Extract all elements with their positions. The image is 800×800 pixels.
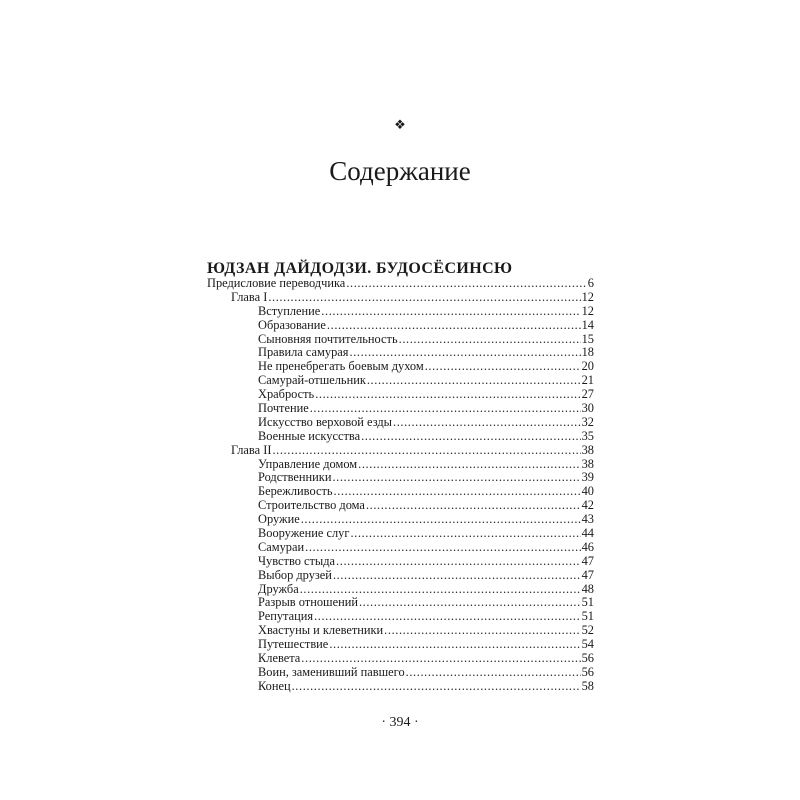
toc-entry xyxy=(207,624,594,638)
toc-entry-label: Сыновняя почтительность xyxy=(258,331,398,346)
toc-entry xyxy=(207,444,594,458)
toc-entry-page: 54 xyxy=(581,637,594,652)
toc-dot-leader xyxy=(334,485,581,499)
toc-dot-leader xyxy=(321,305,580,319)
toc-dot-leader xyxy=(366,499,581,513)
toc-entry-page: 27 xyxy=(581,387,594,402)
toc-entry-label: Правила самурая xyxy=(258,345,349,360)
toc-dot-leader xyxy=(301,513,581,527)
toc-entry-page: 47 xyxy=(581,553,594,568)
toc-dot-leader xyxy=(315,388,580,402)
toc-entry xyxy=(207,305,594,319)
toc-dot-leader xyxy=(305,541,580,555)
toc-entry-page: 39 xyxy=(581,470,594,485)
toc-entry-label: Храбрость xyxy=(258,387,315,402)
toc-entry xyxy=(207,402,594,416)
toc-dot-leader xyxy=(332,471,580,485)
toc-entry-page: 56 xyxy=(581,664,594,679)
toc-entry xyxy=(207,277,594,291)
toc-entry-page: 46 xyxy=(581,539,594,554)
toc-entry-page: 58 xyxy=(581,678,594,693)
toc-entry xyxy=(207,555,594,569)
toc-entry-label: Глава II xyxy=(231,442,272,457)
toc-entry-label: Предисловие переводчика xyxy=(207,276,346,290)
book-title: ЮДЗАН ДАЙДОДЗИ. БУДОСЁСИНСЮ xyxy=(207,260,513,277)
toc-entry-label: Глава I xyxy=(231,289,268,304)
toc-entry-label: Репутация xyxy=(258,609,314,624)
toc-entry-label: Военные искусства xyxy=(258,428,361,443)
toc-entry-page: 14 xyxy=(581,317,594,332)
toc-entry xyxy=(207,374,594,388)
toc-entry xyxy=(207,471,594,485)
toc-dot-leader xyxy=(361,430,581,444)
toc-entry-label: Родственники xyxy=(258,470,332,485)
toc-dot-leader xyxy=(268,291,580,305)
toc-entry-label: Самурай-отшельник xyxy=(258,373,366,388)
toc-entry-page: 35 xyxy=(581,428,594,443)
toc-entry xyxy=(207,583,594,597)
toc-dot-leader xyxy=(406,666,581,680)
page-title: Содержание xyxy=(329,156,471,186)
toc-entry xyxy=(207,291,594,305)
toc-entry-page: 38 xyxy=(581,442,594,457)
toc-entry-label: Почтение xyxy=(258,401,309,416)
toc-entry-page: 42 xyxy=(581,498,594,513)
toc-entry-page: 12 xyxy=(581,289,594,304)
toc-entry xyxy=(207,333,594,347)
toc-entry xyxy=(207,416,594,430)
toc-entry-page: 47 xyxy=(581,567,594,582)
toc-dot-leader xyxy=(346,277,586,291)
toc-entry-label: Образование xyxy=(258,317,326,332)
toc-entry xyxy=(207,319,594,333)
toc-entry xyxy=(207,458,594,472)
toc-entry-label: Выбор друзей xyxy=(258,567,332,582)
toc-dot-leader xyxy=(399,333,581,347)
toc-entry-page: 51 xyxy=(581,609,594,624)
toc-entry-label: Воин, заменивший павшего xyxy=(258,664,405,679)
toc-dot-leader xyxy=(393,416,581,430)
page-number: · 394 · xyxy=(381,715,419,730)
toc-entry-label: Не пренебрегать боевым духом xyxy=(258,359,424,374)
toc-entry-label: Самураи xyxy=(258,539,305,554)
toc-entry-label: Вооружение слуг xyxy=(258,526,350,541)
toc-entry xyxy=(207,346,594,360)
toc-entry-page: 18 xyxy=(581,345,594,360)
toc-entry-page: 20 xyxy=(581,359,594,374)
toc-entry-label: Конец xyxy=(258,678,291,693)
toc-entry xyxy=(207,666,594,680)
toc-entry xyxy=(207,485,594,499)
toc-dot-leader xyxy=(333,569,581,583)
toc-dot-leader xyxy=(300,583,581,597)
toc-entry-page: 30 xyxy=(581,401,594,416)
toc-dot-leader xyxy=(350,346,581,360)
toc-entry-page: 12 xyxy=(581,303,594,318)
toc-entry-label: Чувство стыда xyxy=(258,553,336,568)
toc-entry-label: Клевета xyxy=(258,651,301,666)
toc-entry-page: 52 xyxy=(581,623,594,638)
toc-entry-page: 6 xyxy=(587,276,594,290)
toc-entry xyxy=(207,652,594,666)
table-of-contents xyxy=(207,277,594,694)
toc-entry xyxy=(207,680,594,694)
toc-entry-page: 32 xyxy=(581,414,594,429)
toc-entry xyxy=(207,541,594,555)
toc-dot-leader xyxy=(272,444,580,458)
toc-dot-leader xyxy=(292,680,581,694)
toc-entry-label: Дружба xyxy=(258,581,299,596)
toc-entry-label: Хвастуны и клеветники xyxy=(258,623,384,638)
toc-entry-label: Разрыв отношений xyxy=(258,595,358,610)
toc-entry-label: Путешествие xyxy=(258,637,329,652)
toc-entry-label: Оружие xyxy=(258,512,300,527)
toc-entry-page: 51 xyxy=(581,595,594,610)
ornament-icon: ❖ xyxy=(394,118,406,133)
toc-entry-page: 40 xyxy=(581,484,594,499)
toc-entry-page: 56 xyxy=(581,651,594,666)
toc-dot-leader xyxy=(367,374,581,388)
toc-entry xyxy=(207,638,594,652)
toc-entry-page: 43 xyxy=(581,512,594,527)
toc-entry xyxy=(207,430,594,444)
toc-entry-label: Управление домом xyxy=(258,456,358,471)
toc-entry xyxy=(207,596,594,610)
toc-dot-leader xyxy=(310,402,581,416)
toc-entry xyxy=(207,569,594,583)
toc-dot-leader xyxy=(350,527,580,541)
toc-dot-leader xyxy=(336,555,581,569)
toc-entry-page: 44 xyxy=(581,526,594,541)
toc-entry xyxy=(207,499,594,513)
toc-dot-leader xyxy=(358,458,580,472)
toc-dot-leader xyxy=(301,652,580,666)
toc-entry-page: 21 xyxy=(581,373,594,388)
toc-entry-page: 38 xyxy=(581,456,594,471)
toc-entry xyxy=(207,360,594,374)
toc-entry-label: Строительство дома xyxy=(258,498,365,513)
toc-dot-leader xyxy=(327,319,581,333)
toc-dot-leader xyxy=(314,610,581,624)
toc-dot-leader xyxy=(359,596,581,610)
toc-entry-page: 15 xyxy=(581,331,594,346)
toc-entry xyxy=(207,527,594,541)
toc-entry xyxy=(207,610,594,624)
toc-entry-label: Вступление xyxy=(258,303,321,318)
toc-entry xyxy=(207,388,594,402)
toc-dot-leader xyxy=(329,638,580,652)
toc-entry-label: Искусство верховой езды xyxy=(258,414,392,429)
toc-entry-page: 48 xyxy=(581,581,594,596)
toc-dot-leader xyxy=(425,360,581,374)
toc-entry-label: Бережливость xyxy=(258,484,333,499)
toc-entry xyxy=(207,513,594,527)
toc-dot-leader xyxy=(384,624,580,638)
